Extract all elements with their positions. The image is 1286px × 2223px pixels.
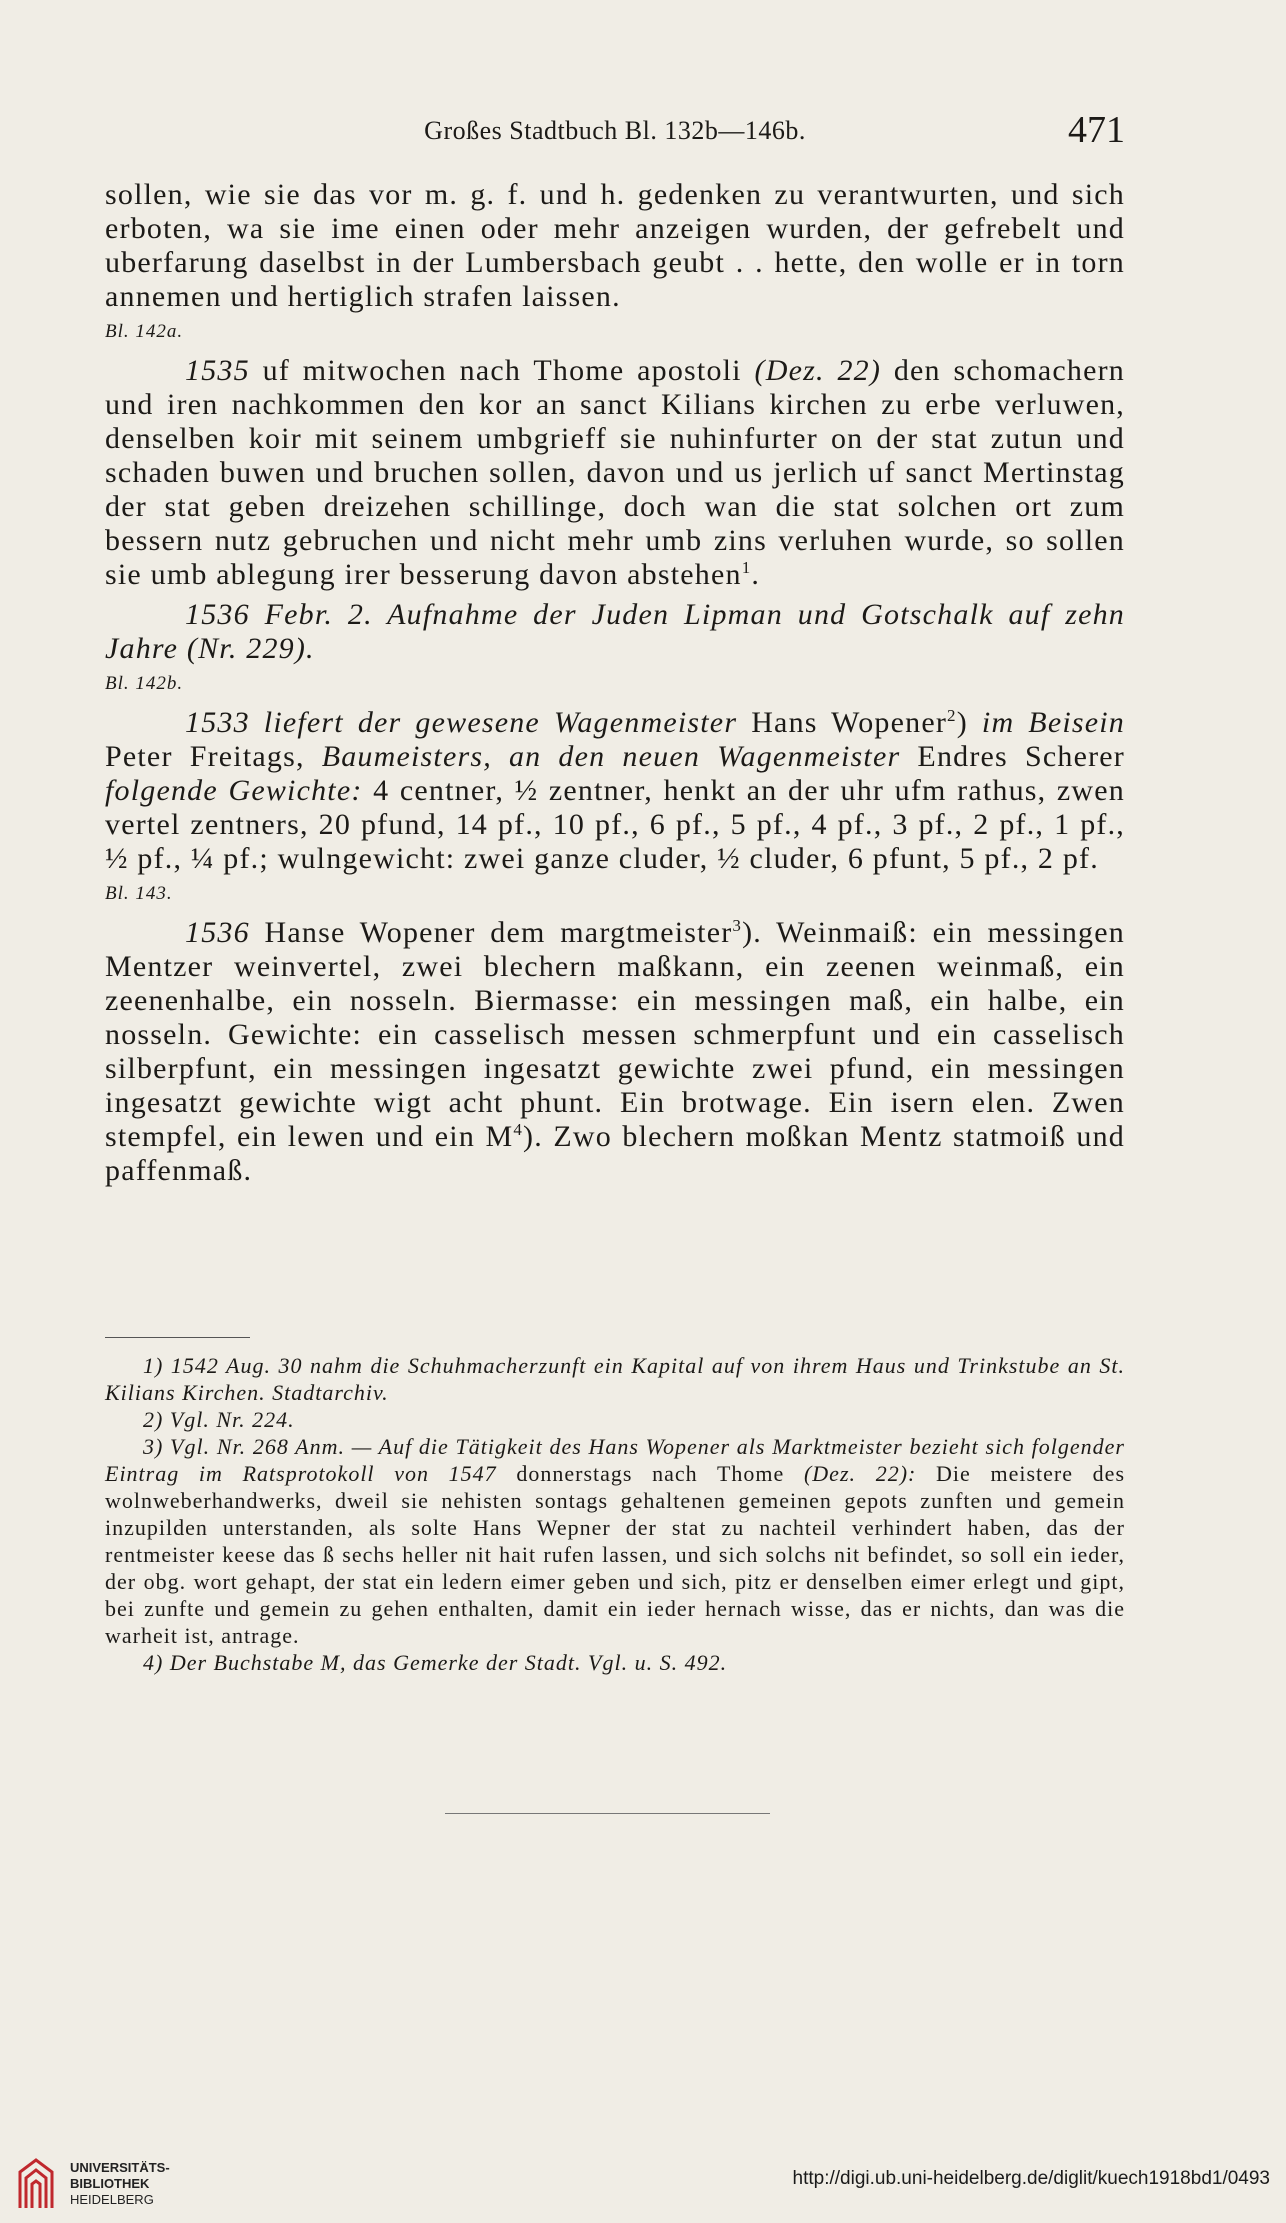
entry-year: 1535 — [185, 354, 250, 387]
page-number: 471 — [1068, 109, 1125, 151]
footnote-ref-1: 1 — [741, 558, 752, 577]
end-divider — [445, 1813, 770, 1814]
editorial-date: (Dez. 22) — [754, 354, 882, 387]
footnote-ref-3: 3 — [732, 916, 743, 935]
footnote-ref-4: 4 — [513, 1120, 524, 1139]
main-text — [105, 178, 1125, 1188]
page-footer — [0, 2150, 1286, 2223]
university-library-logo-icon — [14, 2154, 58, 2212]
source-url-link[interactable]: http://digi.ub.uni-heidelberg.de/diglit/kuech1918bd1/0493 — [792, 2168, 1270, 2189]
paragraph-4: 1533 liefert der gewesene Wagenmeister Hans Wopener$^2$) im Beisein Peter Freitags, Baumeisters, an den neuen Wagenmeister Endres Scherer folgende Gewichte: 4 centner, ½ zentner, henkt an der uhr ufm rathus, zwen vertel zentners, 20 pfund, 14 pf., 10 pf., 6 pf., 5 pf., 4 pf., 3 pf., 2 pf., 1 pf., ½ pf., ¼ pf.; wulngewicht: zwei ganze cluder, ½ cluder, 6 pfunt, 5 pf., 2 pf. — [105, 706, 1126, 875]
page-header — [105, 108, 1125, 158]
paragraph-1: sollen, wie sie das vor m. g. f. und h. gedenken zu verantwurten, und sich erboten, wa sie ime einen oder mehr anzeigen wurden, der gefrebelt und uberfarung daselbst in der Lumbersbach geubt . . hette, den wolle er in torn annemen und hertiglich strafen laissen. — [105, 178, 1125, 313]
library-name: UNIVERSITÄTS- BIBLIOTHEK HEIDELBERG — [70, 2160, 170, 2207]
footnote-3: 3) Vgl. Nr. 268 Anm. — Auf die Tätigkeit des Hans Wopener als Marktmeister bezieht sich folgender Eintrag im Ratsprotokoll von 1547 donnerstags nach Thome (Dez. 22): Die meistere des wolnweberhandwerks, dweil sie nehisten sontags gehaltenen gemeinen gepots zunften und gemein inzupilden unterstanden, als solte Hans Wepner der stat zu nachteil verhindert haben, das der rentmeister keese das ß sechs heller nit hait rufen lassen, und sich solchs nit befindet, so soll ein ieder, der obg. wort gehapt, der stat ein ledern eimer geben und sich, pitz er denselben eimer erlegt und gipt, bei zunfte und gemein zu gehen enthalten, damit ein ieder hernach wisse, das er nichts, dan was die warheit ist, antrage. — [105, 1434, 1126, 1648]
leaf-marker-143: Bl. 143. — [105, 883, 173, 904]
footnote-4: 4) Der Buchstabe M, das Gemerke der Stadt. Vgl. u. S. 492. — [143, 1650, 728, 1675]
entry-year: 1536 — [185, 916, 250, 949]
footnote-divider — [105, 1337, 250, 1338]
leaf-marker-142b: Bl. 142b. — [105, 673, 184, 694]
paragraph-2: 1535 uf mitwochen nach Thome apostoli (Dez. 22) den schomachern und iren nachkommen den kor an sanct Kilians kirchen zu erbe verluwen, denselben koir mit seinem umbgrieff sie nuhinfurter on der stat zutun und schaden buwen und bruchen sollen, davon und us jerlich uf sanct Mertinstag der stat geben dreizehen schillinge, doch wan die stat solchen ort zum bessern nutz gebruchen und nicht mehr umb zins verluhen wurde, so sollen sie umb ablegung irer besserung davon abstehen$^1$. — [105, 354, 1126, 591]
footnotes — [105, 1352, 1125, 1676]
paragraph-5: 1536 Hanse Wopener dem margtmeister$^3$). Weinmaiß: ein messingen Mentzer weinvertel, zwei blechern maßkann, ein zeenen weinmaß, ein zeenenhalbe, ein nosseln. Biermasse: ein messingen maß, ein halbe, ein nosseln. Gewichte: ein casselisch messen schmerpfunt und ein casselisch silberpfunt, ein messingen ingesatzt gewichte zwei pfund, ein messingen ingesatzt gewichte wigt acht phunt. Ein brotwage. Ein isern elen. Zwen stempfel, ein lewen und ein $M^4$). Zwo blechern moßkan Mentz statmoiß und paffenmaß. — [105, 916, 1125, 1187]
running-title: Großes Stadtbuch Bl. 132b—146b. — [424, 116, 806, 145]
leaf-marker-142a: Bl. 142a. — [105, 321, 184, 342]
footnote-ref-2: 2 — [947, 706, 957, 725]
paragraph-3: 1536 Febr. 2. Aufnahme der Juden Lipman und Gotschalk auf zehn Jahre (Nr. 229). — [105, 598, 1125, 665]
footnote-2: 2) Vgl. Nr. 224. — [143, 1407, 295, 1432]
footnote-1: 1) 1542 Aug. 30 nahm die Schuhmacherzunft ein Kapital auf von ihrem Haus und Trinkstube an St. Kilians Kirchen. Stadtarchiv. — [105, 1353, 1125, 1405]
